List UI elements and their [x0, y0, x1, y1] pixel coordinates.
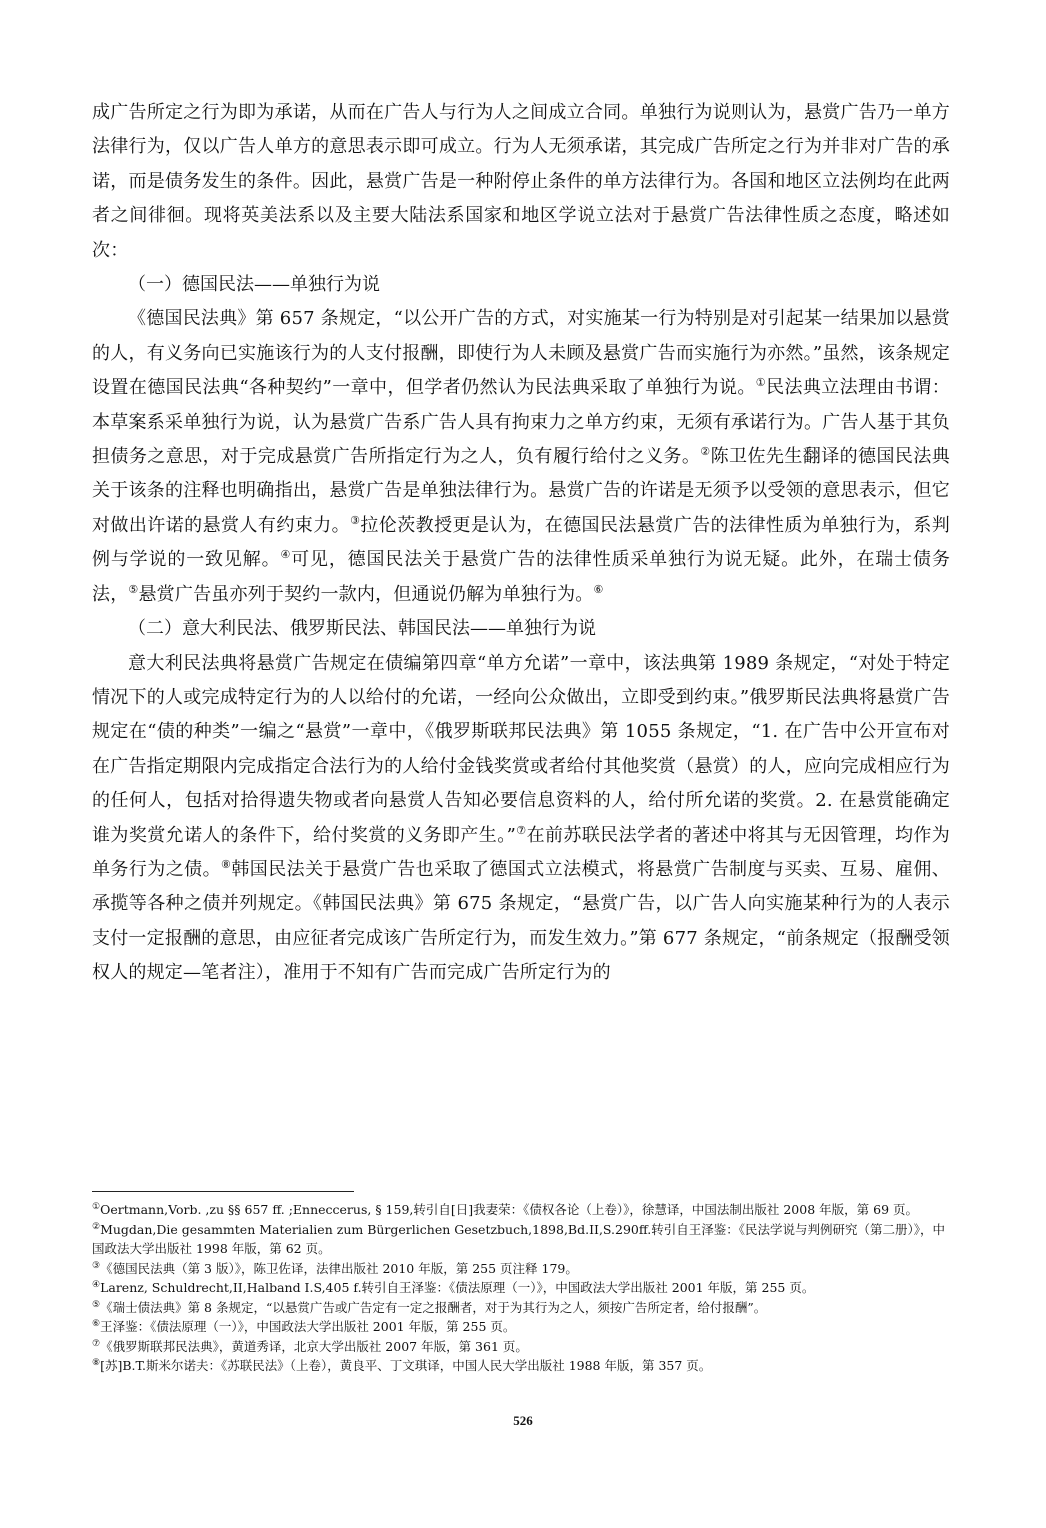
- footnote-text: 《瑞士债法典》第 8 条规定，“以悬赏广告或广告定有一定之报酬者，对于为其行为之人，须按广告所定者，给付报酬”。: [100, 1299, 767, 1315]
- footnote-text: Oertmann,Vorb. ,zu §§ 657 ff. ;Enneccerus, § 159,转引自[日]我妻荣：《债权各论（上卷）》，徐慧译，中国法制出版社 2008 年版，第 69 页。: [100, 1202, 918, 1217]
- text-run: 在前苏联民法学者的著述中将其与无因管理，均作为单务行为之债。: [92, 824, 951, 880]
- footnote-ref-3[interactable]: ③: [350, 513, 361, 527]
- footnote-text: 王泽鉴：《债法原理（一）》，中国政法大学出版社 2001 年版，第 255 页。: [100, 1319, 516, 1334]
- footnote-mark: ③: [92, 1260, 101, 1271]
- footnote-item: [92, 1356, 952, 1376]
- footnote-ref-4[interactable]: ④: [280, 548, 292, 562]
- page-number: 526: [513, 1413, 533, 1428]
- footnote-item: [92, 1317, 952, 1337]
- footnote-text: Larenz, Schuldrecht,II,Halband I.S,405 f.转引自王泽鉴：《债法原理（一）》，中国政法大学出版社 2001 年版，第 255 页。: [100, 1280, 815, 1295]
- footnotes: [92, 1200, 952, 1376]
- footnote-ref-6[interactable]: ⑥: [593, 582, 604, 596]
- footnote-text: Mugdan,Die gesammten Materialien zum Bürgerlichen Gesetzbuch,1898,Bd.II,S.290ff.转引自王泽鉴：《民法学说与判例研究（第二册）》，中国政法大学出版社 1998 年版，第 62 页。: [92, 1221, 946, 1256]
- paragraph-intro: 成广告所定之行为即为承诺，从而在广告人与行为人之间成立合同。单独行为说则认为，悬赏广告乃一单方法律行为，仅以广告人单方的意思表示即可成立。行为人无须承诺，其完成广告所定之行为并非对广告的承诺，而是债务发生的条件。因此，悬赏广告是一种附停止条件的单方法律行为。各国和地区立法例均在此两者之间徘徊。现将英美法系以及主要大陆法系国家和地区学说立法对于悬赏广告法律性质之态度，略述如次：: [92, 102, 950, 261]
- text-run: 民法典立法理由书谓：本草案系采单独行为说，认为悬赏广告系广告人具有拘束力之单方约束，无须有承诺行为。广告人基于其负担债务之意思，对于完成悬赏广告所指定行为之人，负有履行给付之义务。: [92, 377, 951, 468]
- section-heading-italy-russia-korea: （二）意大利民法、俄罗斯民法、韩国民法——单独行为说: [128, 618, 596, 640]
- footnote-ref-5[interactable]: ⑤: [128, 582, 139, 596]
- footnote-ref-1[interactable]: ①: [755, 376, 767, 390]
- text-run: 陈卫佐先生翻译的德国民法典关于该条的注释也明确指出，悬赏广告是单独法律行为。悬赏广告的许诺是无须予以受领的意思表示，但它对做出许诺的悬赏人有约束力。: [92, 446, 950, 536]
- text-run: 意大利民法典将悬赏广告规定在债编第四章“单方允诺”一章中，该法典第 1989 条规定，“对处于特定情况下的人或完成特定行为的人以给付的允诺，一经向公众做出，立即受到约束。”俄罗斯民法典将悬赏广告规定在“债的种类”一编之“悬赏”一章中，《俄罗斯联邦民法典》第 1055 条规定，“1. 在广告中公开宣布对在广告指定期限内完成指定合法行为的人给付金钱奖赏或者给付其他奖赏（悬赏）的人，应向完成相应行为的任何人，包括对拾得遗失物或者向悬赏人告知必要信息资料的人，给付所允诺的奖赏。2. 在悬赏能确定谁为奖赏允诺人的条件下，给付奖赏的义务即产生。”: [92, 652, 950, 846]
- footnote-text: [苏]B.T.斯米尔诺夫：《苏联民法》（上卷），黄良平、丁文琪译，中国人民大学出版社 1988 年版，第 357 页。: [100, 1358, 712, 1373]
- footnote-mark: ⑧: [92, 1357, 101, 1368]
- paragraph-italy-russia-korea: [92, 647, 950, 991]
- paragraph-german-law: [92, 302, 950, 612]
- footnote-mark: ⑦: [92, 1338, 101, 1349]
- text-run: 悬赏广告虽亦列于契约一款内，但通说仍解为单独行为。: [138, 583, 594, 605]
- text-run: 拉伦茨教授更是认为，在德国民法悬赏广告的法律性质为单独行为，系判例与学说的一致见解。: [92, 514, 950, 571]
- footnote-divider: [92, 1191, 354, 1192]
- footnote-ref-2[interactable]: ②: [700, 445, 711, 459]
- footnote-item: [92, 1278, 952, 1298]
- footnote-ref-8[interactable]: ⑧: [221, 857, 232, 871]
- footnote-mark: ④: [92, 1279, 101, 1290]
- footnote-mark: ⑥: [92, 1318, 101, 1329]
- footnote-mark: ⑤: [92, 1299, 101, 1310]
- text-run: 《德国民法典》第 657 条规定，“以公开广告的方式，对实施某一行为特别是对引起某一结果加以悬赏的人，有义务向已实施该行为的人支付报酬，即使行为人未顾及悬赏广告而实施行为亦然。”虽然，该条规定设置在德国民法典“各种契约”一章中，但学者仍然认为民法典采取了单独行为说。: [92, 308, 950, 399]
- footnote-item: [92, 1337, 952, 1357]
- footnote-item: [92, 1298, 952, 1318]
- text-run: 可见，德国民法关于悬赏广告的法律性质采单独行为说无疑。此外，在瑞士债务法，: [92, 549, 951, 605]
- footnote-item: [92, 1259, 952, 1279]
- footnote-item: [92, 1200, 952, 1220]
- footnote-mark: ②: [92, 1221, 101, 1232]
- footnote-mark: ①: [92, 1201, 101, 1212]
- text-run: 韩国民法关于悬赏广告也采取了德国式立法模式，将悬赏广告制度与买卖、互易、雇佣、承揽等各种之债并列规定。《韩国民法典》第 675 条规定，“悬赏广告，以广告人向实施某种行为的人表示支付一定报酬的意思，由应征者完成该广告所定行为，而发生效力。”第 677 条规定，“前条规定（报酬受领权人的规定—笔者注），准用于不知有广告而完成广告所定行为的: [92, 858, 951, 984]
- footnote-ref-7[interactable]: ⑦: [516, 823, 527, 837]
- body-text: [92, 96, 950, 991]
- footnote-text: 《德国民法典（第 3 版）》，陈卫佐译，法律出版社 2010 年版，第 255 页注释 179。: [100, 1260, 578, 1276]
- section-heading-german: （一）德国民法——单独行为说: [128, 274, 380, 296]
- footnote-text: 《俄罗斯联邦民法典》，黄道秀译，北京大学出版社 2007 年版，第 361 页。: [100, 1338, 528, 1354]
- footnote-item: [92, 1220, 952, 1259]
